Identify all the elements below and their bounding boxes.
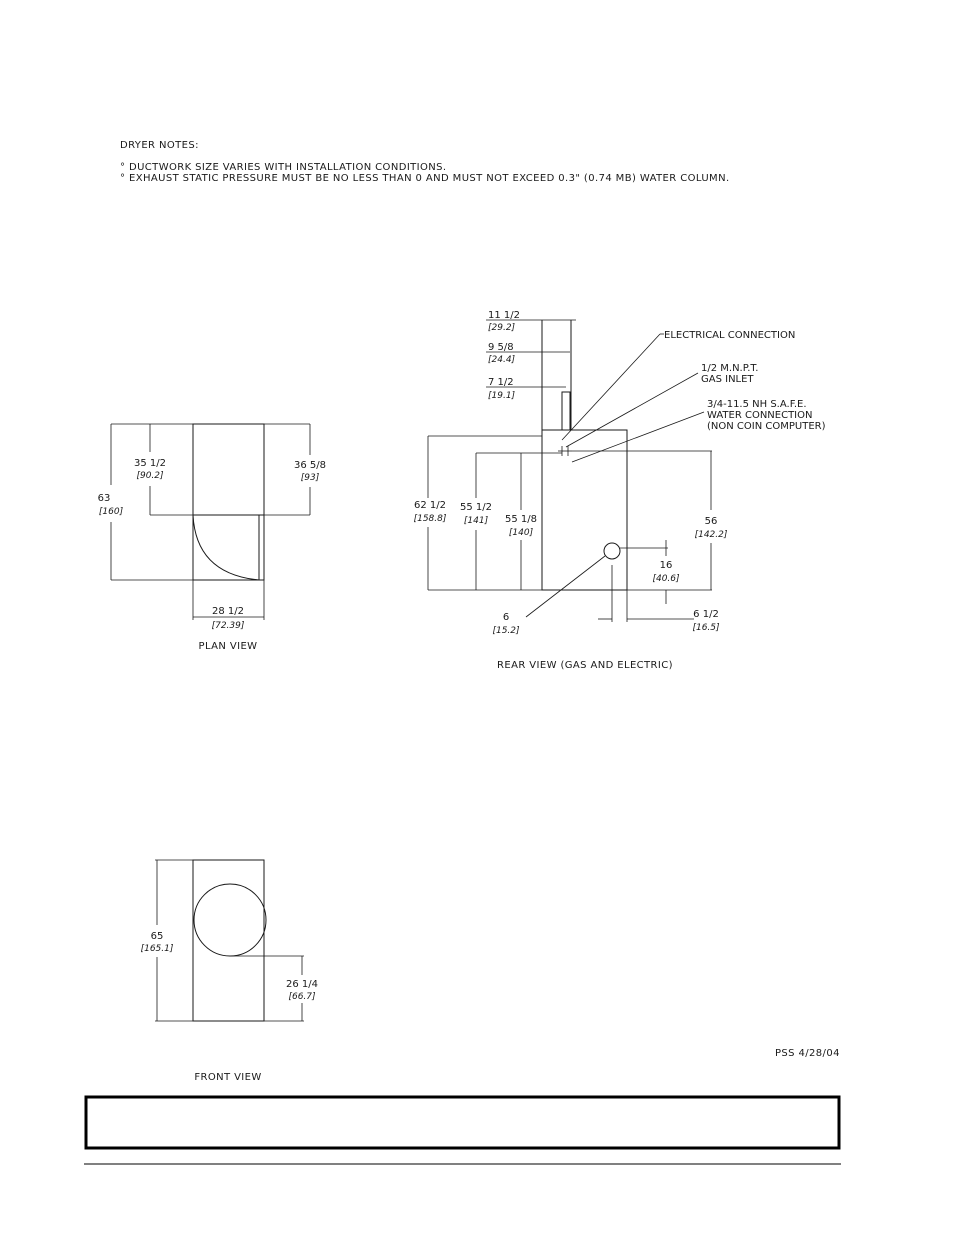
front-dim-26-1-4: 26 1/4: [286, 979, 318, 990]
front-dim-26-1-4-mm: [66.7]: [288, 992, 316, 1002]
revision-stamp: PSS 4/28/04: [775, 1048, 840, 1059]
rear-label-gas-inlet: GAS INLET: [701, 374, 754, 385]
rear-drain-opening: [604, 543, 620, 559]
notes-line-1: ° DUCTWORK SIZE VARIES WITH INSTALLATION CONDITIONS.: [120, 162, 447, 173]
plan-view-outline: [193, 424, 264, 580]
rear-dim-55-1-2: 55 1/2: [460, 502, 492, 513]
plan-view-title: PLAN VIEW: [198, 641, 258, 652]
notes-heading: DRYER NOTES:: [120, 140, 199, 151]
rear-label-water-note: (NON COIN COMPUTER): [707, 421, 826, 432]
dryer-notes: [120, 140, 730, 184]
front-dim-65: 65: [150, 931, 164, 942]
footer-box: [86, 1097, 839, 1148]
plan-dim-63-mm: [160]: [98, 507, 124, 517]
rear-label-gas-inlet-size: 1/2 M.N.P.T.: [701, 363, 759, 374]
rear-dim-55-1-8-mm: [140]: [508, 528, 534, 538]
rear-dim-6-1-2-mm: [16.5]: [692, 623, 720, 633]
front-view-title: FRONT VIEW: [194, 1072, 262, 1083]
rear-dim-56-mm: [142.2]: [694, 530, 728, 540]
rear-label-electrical-connection: ELECTRICAL CONNECTION: [664, 330, 796, 341]
plan-view: [98, 424, 326, 652]
plan-dim-36-5-8-mm: [93]: [300, 473, 320, 483]
rear-view: [414, 310, 826, 671]
rear-dim-55-1-8: 55 1/8: [505, 514, 537, 525]
rear-dim-11-1-2: 11 1/2: [488, 310, 520, 321]
rear-view-outline: [542, 430, 627, 590]
rear-label-water-thread: 3/4-11.5 NH S.A.F.E.: [707, 399, 807, 410]
rear-dim-6: 6: [502, 612, 510, 623]
rear-dim-55-1-2-mm: [141]: [463, 516, 489, 526]
plan-view-door-swing: [193, 515, 259, 580]
rear-label-water-connection: WATER CONNECTION: [707, 410, 813, 421]
front-dim-65-mm: [165.1]: [140, 944, 174, 954]
notes-line-2: ° EXHAUST STATIC PRESSURE MUST BE NO LESS THAN 0 AND MUST NOT EXCEED 0.3" (0.74 MB) WATER COLUMN.: [120, 173, 730, 184]
rear-dim-56: 56: [704, 516, 718, 527]
rear-dim-6-1-2: 6 1/2: [693, 609, 719, 620]
rear-dim-9-5-8-mm: [24.4]: [488, 355, 516, 365]
rear-dim-7-1-2: 7 1/2: [488, 377, 514, 388]
rear-dim-62-1-2-mm: [158.8]: [413, 514, 447, 524]
rear-dim-16: 16: [659, 560, 673, 571]
plan-view-hinge: [259, 515, 264, 580]
rear-dim-6-mm: [15.2]: [492, 626, 520, 636]
rear-dim-62-1-2: 62 1/2: [414, 500, 446, 511]
plan-dim-28-1-2-mm: [72.39]: [211, 621, 245, 631]
plan-dim-36-5-8: 36 5/8: [294, 460, 326, 471]
rear-view-title: REAR VIEW (GAS AND ELECTRIC): [497, 660, 673, 671]
rear-dim-7-1-2-mm: [19.1]: [488, 391, 516, 401]
rear-dim-9-5-8: 9 5/8: [488, 342, 514, 353]
front-view: [141, 860, 318, 1083]
plan-dim-28-1-2: 28 1/2: [212, 606, 244, 617]
rear-dim-16-mm: [40.6]: [652, 574, 680, 584]
front-view-door: [194, 884, 266, 956]
plan-dim-35-1-2: 35 1/2: [134, 458, 166, 469]
rear-exhaust-vent: [562, 392, 570, 430]
plan-dim-63: 63: [97, 493, 111, 504]
rear-dim-11-1-2-mm: [29.2]: [488, 323, 516, 333]
plan-dim-35-1-2-mm: [90.2]: [136, 471, 164, 481]
